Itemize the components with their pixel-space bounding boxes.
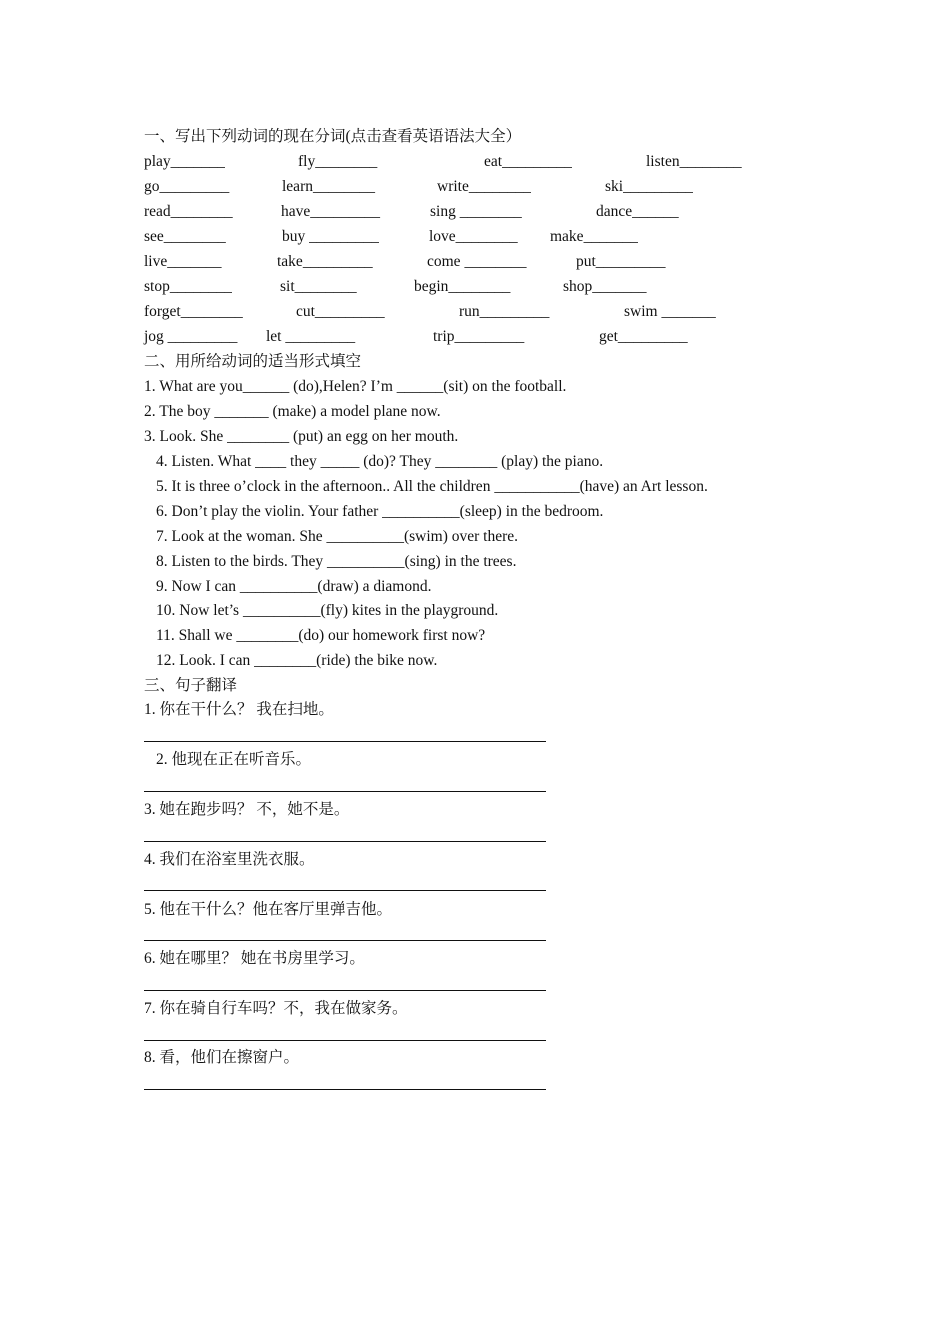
fill-in-item-4: 4. Listen. What ____ they _____ (do)? They ________ (play) the piano. [156, 453, 604, 470]
answer-line [144, 791, 546, 792]
verb-blank: dance______ [596, 203, 679, 220]
verb-blank: sing ________ [430, 203, 522, 220]
verb-blank: ski_________ [605, 178, 693, 195]
answer-line [144, 1040, 546, 1041]
verb-row-4 [144, 224, 638, 249]
verb-row-3 [144, 199, 679, 224]
verb-blank: shop_______ [563, 278, 647, 295]
verb-blank: let _________ [266, 328, 356, 345]
verb-row-7 [144, 299, 716, 324]
translation-item-4: 4. 我们在浴室里洗衣服。 [144, 851, 315, 868]
section2-heading: 二、用所给动词的适当形式填空 [144, 353, 362, 370]
verb-blank: read________ [144, 203, 233, 220]
fill-in-item-10: 10. Now let’s __________(fly) kites in the playground. [156, 602, 499, 619]
fill-in-item-11: 11. Shall we ________(do) our homework first now? [156, 627, 486, 644]
verb-blank: have_________ [281, 203, 381, 220]
verb-row-2 [144, 174, 693, 199]
verb-blank: listen________ [646, 153, 742, 170]
verb-blank: begin________ [414, 278, 511, 295]
verb-blank: play_______ [144, 153, 225, 170]
verb-blank: make_______ [550, 228, 638, 245]
fill-in-item-12: 12. Look. I can ________(ride) the bike now. [156, 652, 438, 669]
verb-blank: swim _______ [624, 303, 716, 320]
translation-item-3: 3. 她在跑步吗？ 不，她不是。 [144, 801, 350, 818]
verb-blank: stop________ [144, 278, 232, 295]
verb-blank: see________ [144, 228, 226, 245]
translation-item-6: 6. 她在哪里？ 她在书房里学习。 [144, 950, 365, 967]
translation-item-2: 2. 他现在正在听音乐。 [156, 751, 312, 768]
verb-blank: take_________ [277, 253, 373, 270]
verb-blank: buy _________ [282, 228, 379, 245]
translation-item-8: 8. 看，他们在擦窗户。 [144, 1049, 300, 1066]
verb-blank: love________ [429, 228, 518, 245]
fill-in-item-2: 2. The boy _______ (make) a model plane now. [144, 403, 441, 420]
verb-blank: get_________ [599, 328, 688, 345]
fill-in-item-6: 6. Don’t play the violin. Your father __________(sleep) in the bedroom. [156, 503, 604, 520]
fill-in-item-7: 7. Look at the woman. She __________(swim) over there. [156, 528, 519, 545]
verb-row-1 [144, 149, 742, 174]
verb-blank: sit________ [280, 278, 357, 295]
verb-blank: run_________ [459, 303, 550, 320]
fill-in-item-5: 5. It is three o’clock in the afternoon.. All the children ___________(have) an Art lesson. [156, 478, 708, 495]
translation-item-1: 1. 你在干什么？ 我在扫地。 [144, 701, 334, 718]
answer-line [144, 841, 546, 842]
verb-row-6 [144, 274, 647, 299]
verb-blank: cut_________ [296, 303, 385, 320]
answer-line [144, 990, 546, 991]
fill-in-item-8: 8. Listen to the birds. They __________(sing) in the trees. [156, 553, 517, 570]
verb-blank: trip_________ [433, 328, 525, 345]
verb-row-5 [144, 249, 666, 274]
translation-item-7: 7. 你在骑自行车吗？不，我在做家务。 [144, 1000, 408, 1017]
section1-heading: 一、写出下列动词的现在分词(点击查看英语语法大全） [144, 128, 522, 145]
verb-blank: come ________ [427, 253, 527, 270]
section3-heading: 三、句子翻译 [144, 677, 238, 694]
answer-line [144, 1089, 546, 1090]
verb-blank: live_______ [144, 253, 222, 270]
answer-line [144, 741, 546, 742]
verb-blank: put_________ [576, 253, 666, 270]
answer-line [144, 940, 546, 941]
verb-blank: fly________ [298, 153, 378, 170]
fill-in-item-9: 9. Now I can __________(draw) a diamond. [156, 578, 432, 595]
verb-blank: learn________ [282, 178, 375, 195]
verb-blank: forget________ [144, 303, 243, 320]
verb-blank: go_________ [144, 178, 230, 195]
fill-in-item-3: 3. Look. She ________ (put) an egg on her mouth. [144, 428, 459, 445]
answer-line [144, 890, 546, 891]
translation-item-5: 5. 他在干什么？他在客厅里弹吉他。 [144, 901, 393, 918]
verb-blank: eat_________ [484, 153, 572, 170]
fill-in-item-1: 1. What are you______ (do),Helen? I’m ______(sit) on the football. [144, 378, 567, 395]
verb-blank: jog _________ [144, 328, 238, 345]
verb-blank: write________ [437, 178, 531, 195]
verb-row-8 [144, 324, 688, 349]
